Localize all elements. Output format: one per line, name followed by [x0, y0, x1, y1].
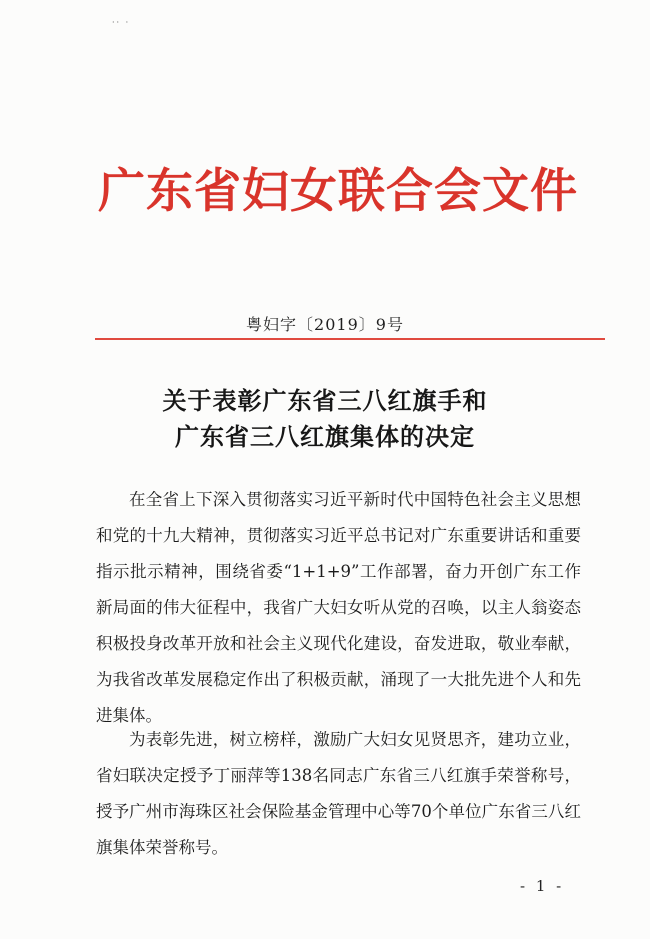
document-title-line-1: 关于表彰广东省三八红旗手和: [162, 386, 488, 415]
issuing-authority-header: 广东省妇女联合会文件: [98, 164, 578, 219]
document-number: 粤妇字〔2019〕9号: [246, 315, 404, 334]
scan-artifact: ·· ·: [112, 18, 131, 27]
page-number: - 1 -: [520, 877, 565, 895]
body-paragraph-1: [96, 482, 581, 734]
paragraph-text: 为表彰先进，树立榜样，激励广大妇女见贤思齐，建功立业，省妇联决定授予丁丽萍等138名同志广东省三八红旗手荣誉称号，授予广州市海珠区社会保险基金管理中心等70个单位广东省三八红旗集体荣誉称号。: [96, 730, 581, 857]
body-paragraph-2: [96, 722, 581, 866]
paragraph-text: 在全省上下深入贯彻落实习近平新时代中国特色社会主义思想和党的十九大精神，贯彻落实习近平总书记对广东重要讲话和重要指示批示精神，围绕省委“1+1+9”工作部署，奋力开创广东工作新局面的伟大征程中，我省广大妇女听从党的召唤，以主人翁姿态积极投身改革开放和社会主义现代化建设，奋发进取，敬业奉献，为我省改革发展稳定作出了积极贡献，涌现了一大批先进个人和先进集体。: [96, 490, 581, 725]
header-divider: [95, 338, 605, 340]
document-title-line-2: 广东省三八红旗集体的决定: [175, 422, 475, 451]
